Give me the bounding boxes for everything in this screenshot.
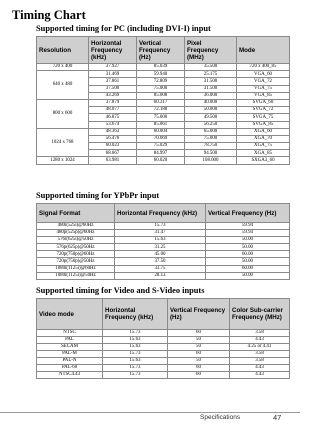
table-cell: SVGA_75	[237, 114, 290, 121]
table-cell: 60	[168, 365, 230, 372]
table-cell: 72.188	[137, 107, 185, 114]
table-cell: 75.000	[137, 85, 185, 92]
table-cell: 4.25 or 4.41	[230, 344, 290, 351]
table-cell: 94.500	[185, 150, 237, 157]
table-cell: 75.000	[137, 114, 185, 121]
table-cell: 576i(625i)@50Hz	[37, 237, 115, 244]
table-cell: 75.029	[137, 143, 185, 150]
table-cell: 60.00	[206, 265, 290, 272]
ypbpr-timing-column-header: Signal Format	[37, 204, 115, 223]
table-cell: 37.861	[89, 78, 137, 85]
ypbpr-timing-header-row	[37, 204, 290, 223]
table-row	[37, 258, 290, 265]
table-cell: 50.00	[206, 272, 290, 279]
table-row	[37, 330, 290, 337]
page-number: 47	[273, 413, 282, 422]
table-cell: SECAM	[37, 344, 103, 351]
video-timing-column-header: Video mode	[37, 299, 103, 330]
table-cell: 480p(525p)@60Hz	[37, 230, 115, 237]
table-row	[37, 365, 290, 372]
pc-timing-table	[36, 36, 290, 165]
table-cell: 108.000	[185, 157, 237, 164]
table-cell: XGA_85	[237, 150, 290, 157]
table-cell: 4.43	[230, 372, 290, 379]
table-cell: 3.58	[230, 358, 290, 365]
table-cell: 15.63	[103, 358, 168, 365]
pc-timing-heading: Supported timing for PC (including DVI-I) input	[36, 24, 211, 33]
table-cell: 33.75	[115, 265, 206, 272]
table-cell: 60.00	[206, 251, 290, 258]
resolution-cell: 1024 x 768	[37, 128, 89, 157]
table-row	[37, 372, 290, 379]
table-cell: 15.63	[103, 344, 168, 351]
table-cell: 3.58	[230, 330, 290, 337]
table-cell: 49.500	[185, 114, 237, 121]
table-cell: 480i(525i)@60Hz	[37, 223, 115, 230]
table-cell: VGA_72	[237, 78, 290, 85]
table-cell: 43.269	[89, 92, 137, 99]
table-cell: 720 x 400_85	[237, 64, 290, 71]
pc-timing-column-header: Vertical Frequency (Hz)	[137, 37, 185, 64]
table-cell: PAL-60	[37, 365, 103, 372]
table-row	[37, 337, 290, 344]
table-cell: 50	[168, 358, 230, 365]
pc-timing-column-header: Mode	[237, 37, 290, 64]
table-cell: 59.940	[137, 71, 185, 78]
table-cell: 15.73	[103, 351, 168, 358]
table-row	[37, 71, 290, 78]
table-cell: 25.175	[185, 71, 237, 78]
table-cell: 31.469	[89, 71, 137, 78]
table-cell: 60	[168, 372, 230, 379]
table-cell: 50.00	[206, 258, 290, 265]
table-cell: 31.500	[185, 78, 237, 85]
table-cell: 60.317	[137, 99, 185, 106]
table-cell: 60	[168, 351, 230, 358]
table-cell: 85.008	[137, 92, 185, 99]
table-cell: 1080i(1125i)@50Hz	[37, 272, 115, 279]
footer-rule	[0, 412, 300, 413]
table-cell: 1080i(1125i)@60Hz	[37, 265, 115, 272]
resolution-cell: 640 x 480	[37, 71, 89, 100]
table-cell: 85.061	[137, 121, 185, 128]
table-cell: 45.00	[115, 251, 206, 258]
table-cell: 36.000	[185, 92, 237, 99]
table-cell: 53.674	[89, 121, 137, 128]
table-row	[37, 128, 290, 135]
table-cell: XGA_70	[237, 135, 290, 142]
table-row	[37, 272, 290, 279]
video-timing-heading: Supported timing for Video and S-Video inputs	[36, 286, 205, 295]
table-cell: VGA_60	[237, 71, 290, 78]
table-cell: 84.997	[137, 150, 185, 157]
table-row	[37, 64, 290, 71]
table-cell: 60	[168, 330, 230, 337]
table-cell: 576p(625p)@50Hz	[37, 244, 115, 251]
table-cell: 60.023	[89, 143, 137, 150]
table-cell: 50	[168, 337, 230, 344]
table-row	[37, 99, 290, 106]
table-row	[37, 237, 290, 244]
table-cell: 28.13	[115, 272, 206, 279]
table-cell: 31.47	[115, 230, 206, 237]
pc-timing-column-header: Resolution	[37, 37, 89, 64]
table-cell: 60.020	[137, 157, 185, 164]
video-timing-table	[36, 298, 290, 379]
table-cell: 37.927	[89, 64, 137, 71]
table-cell: 37.500	[89, 85, 137, 92]
table-cell: 720p(750p)@60Hz	[37, 251, 115, 258]
table-cell: VGA_85	[237, 92, 290, 99]
table-cell: SXGA3_60	[237, 157, 290, 164]
pc-timing-column-header: Horizontal Frequency (kHz)	[89, 37, 137, 64]
table-cell: VGA_75	[237, 85, 290, 92]
table-cell: 59.94	[206, 223, 290, 230]
resolution-cell: 1280 x 1024	[37, 157, 89, 164]
ypbpr-timing-table	[36, 203, 290, 280]
table-cell: 48.077	[89, 107, 137, 114]
video-timing-column-header: Color Sub-carrier Frequency (MHz)	[230, 299, 290, 330]
table-cell: 40.000	[185, 99, 237, 106]
pc-timing-header-row	[37, 37, 290, 64]
resolution-cell: 800 x 600	[37, 99, 89, 128]
table-cell: 56.250	[185, 121, 237, 128]
table-cell: 59.94	[206, 230, 290, 237]
table-cell: 78.750	[185, 143, 237, 150]
table-row	[37, 157, 290, 164]
table-cell: 15.73	[103, 365, 168, 372]
table-cell: 4.43	[230, 337, 290, 344]
table-cell: 50.00	[206, 244, 290, 251]
table-cell: 48.363	[89, 128, 137, 135]
ypbpr-timing-column-header: Vertical Frequency (Hz)	[206, 204, 290, 223]
table-cell: 31.25	[115, 244, 206, 251]
table-cell: 15.63	[115, 237, 206, 244]
table-row	[37, 251, 290, 258]
table-cell: 15.63	[103, 337, 168, 344]
ypbpr-timing-column-header: Horizontal Frequency (kHz)	[115, 204, 206, 223]
table-cell: 37.50	[115, 258, 206, 265]
table-cell: 46.875	[89, 114, 137, 121]
table-cell: 35.500	[185, 64, 237, 71]
table-cell: 50.00	[206, 237, 290, 244]
table-cell: XGA_60	[237, 128, 290, 135]
table-cell: 31.500	[185, 85, 237, 92]
table-cell: SVGA_72	[237, 107, 290, 114]
table-cell: 15.73	[103, 330, 168, 337]
table-cell: NTSC	[37, 330, 103, 337]
pc-timing-column-header: Pixel Frequency (MHz)	[185, 37, 237, 64]
video-timing-column-header: Vertical Frequency (Hz)	[168, 299, 230, 330]
table-row	[37, 223, 290, 230]
table-row	[37, 351, 290, 358]
table-cell: 70.069	[137, 135, 185, 142]
table-row	[37, 230, 290, 237]
page-footer	[0, 406, 300, 425]
table-row	[37, 244, 290, 251]
table-cell: 15.73	[103, 372, 168, 379]
table-cell: 50	[168, 344, 230, 351]
table-cell: XGA_75	[237, 143, 290, 150]
table-cell: 50.000	[185, 107, 237, 114]
table-cell: 63.981	[89, 157, 137, 164]
resolution-cell: 720 x 400	[37, 64, 89, 71]
table-cell: 56.476	[89, 135, 137, 142]
table-cell: SVGA_85	[237, 121, 290, 128]
table-cell: 37.879	[89, 99, 137, 106]
table-cell: 72.809	[137, 78, 185, 85]
table-row	[37, 265, 290, 272]
video-timing-header-row	[37, 299, 290, 330]
table-cell: 60.004	[137, 128, 185, 135]
table-cell: 4.43	[230, 365, 290, 372]
table-cell: 15.73	[115, 223, 206, 230]
table-cell: PAL-M	[37, 351, 103, 358]
footer-section-label: Specifications	[200, 414, 241, 421]
table-cell: PAL	[37, 337, 103, 344]
table-cell: SVGA_60	[237, 99, 290, 106]
table-cell: PAL-N	[37, 358, 103, 365]
table-cell: 75.000	[185, 135, 237, 142]
table-cell: 3.58	[230, 351, 290, 358]
ypbpr-timing-heading: Supported timing for YPbPr input	[36, 191, 160, 200]
table-cell: 68.667	[89, 150, 137, 157]
video-timing-column-header: Horizontal Frequency (kHz)	[103, 299, 168, 330]
table-row	[37, 358, 290, 365]
table-row	[37, 344, 290, 351]
table-cell: 720p(750p)@50Hz	[37, 258, 115, 265]
table-cell: 85.039	[137, 64, 185, 71]
page-title: Timing Chart	[12, 8, 86, 22]
table-cell: NTSC4.43	[37, 372, 103, 379]
table-cell: 65.000	[185, 128, 237, 135]
